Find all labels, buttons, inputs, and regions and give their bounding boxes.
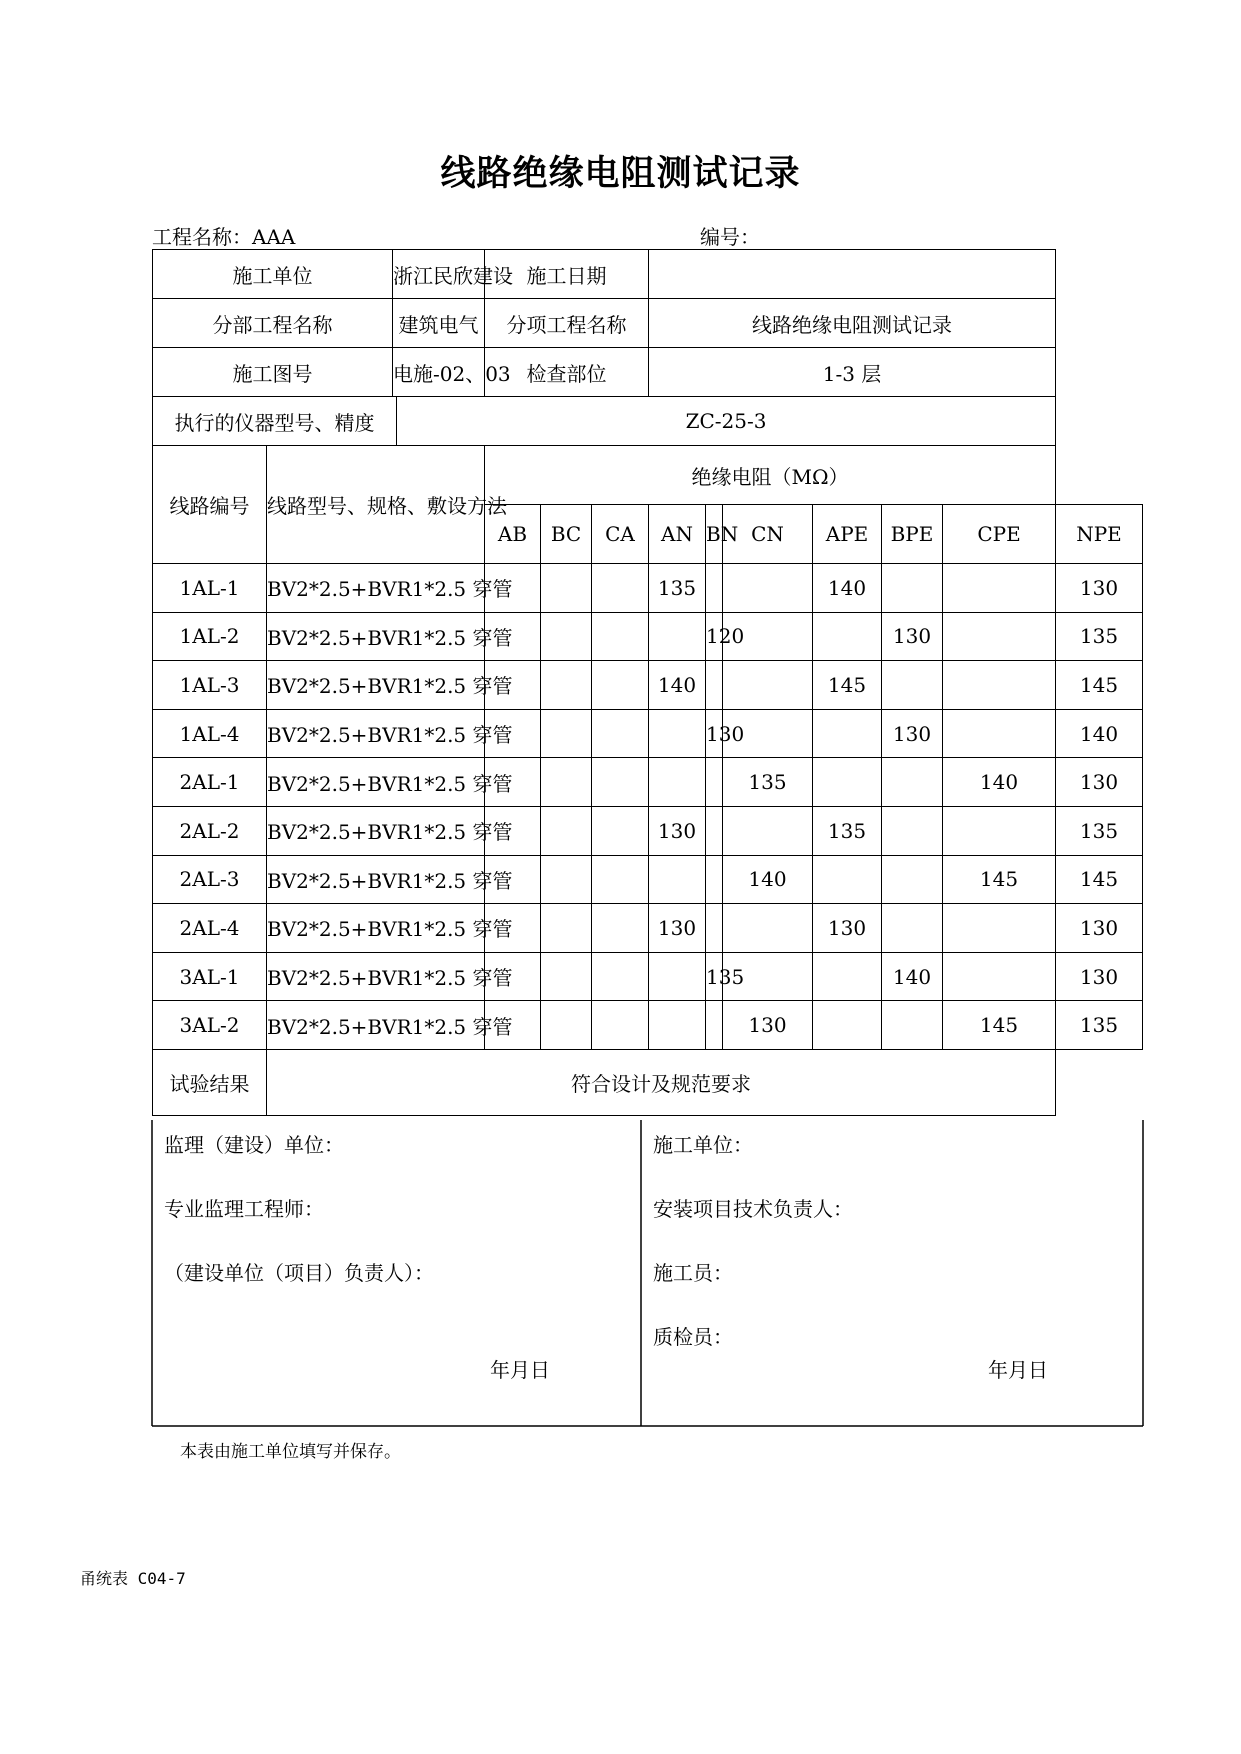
column-header: BC <box>541 505 592 564</box>
info-row-2 <box>153 299 1143 348</box>
location-value: 1-3 层 <box>649 348 1056 397</box>
inspector-label: 质检员： <box>653 1325 733 1349</box>
resistance-cell: 130 <box>649 806 706 855</box>
resistance-cell <box>882 806 943 855</box>
resistance-cell: 130 <box>1056 564 1143 613</box>
resistance-cell <box>541 709 592 758</box>
resistance-cell <box>592 709 649 758</box>
column-header: CN <box>723 505 813 564</box>
circuit-id: 2AL-3 <box>153 855 267 904</box>
spec-header: 线路型号、规格、敷设方法 <box>267 446 485 564</box>
table-row <box>153 855 1143 904</box>
resistance-cell <box>541 952 592 1001</box>
resistance-cell <box>706 1001 723 1050</box>
circuit-id: 1AL-2 <box>153 612 267 661</box>
resistance-cell <box>541 806 592 855</box>
construction-signature-block <box>641 1122 1143 1426</box>
result-value: 符合设计及规范要求 <box>267 1049 1056 1115</box>
resistance-cell: 130 <box>706 709 723 758</box>
builder-label: 施工员： <box>653 1261 733 1285</box>
resistance-cell <box>541 612 592 661</box>
drawing-label: 施工图号 <box>153 348 393 397</box>
column-header: AN <box>649 505 706 564</box>
resistance-cell <box>592 855 649 904</box>
resistance-cell <box>943 709 1056 758</box>
resistance-cell <box>592 758 649 807</box>
resistance-cell: 130 <box>882 612 943 661</box>
resistance-cell <box>592 661 649 710</box>
resistance-cell <box>592 904 649 953</box>
resistance-cell <box>882 758 943 807</box>
resistance-header: 绝缘电阻（MΩ） <box>485 446 1056 505</box>
resistance-cell <box>943 806 1056 855</box>
result-label: 试验结果 <box>153 1049 267 1115</box>
resistance-cell: 135 <box>723 758 813 807</box>
circuit-spec: BV2*2.5+BVR1*2.5 穿管 <box>267 855 485 904</box>
resistance-cell <box>813 855 882 904</box>
resistance-cell: 120 <box>706 612 723 661</box>
resistance-cell <box>592 564 649 613</box>
column-header: APE <box>813 505 882 564</box>
resistance-cell <box>943 564 1056 613</box>
owner-representative-label: （建设单位（项目）负责人）： <box>164 1261 434 1285</box>
circuit-id: 1AL-4 <box>153 709 267 758</box>
code-label: 编号： <box>700 225 760 249</box>
resistance-cell <box>541 904 592 953</box>
resistance-cell <box>943 612 1056 661</box>
resistance-cell: 140 <box>649 661 706 710</box>
resistance-cell <box>882 1001 943 1050</box>
header-row-1 <box>153 446 1143 505</box>
column-header: AB <box>485 505 541 564</box>
resistance-cell: 145 <box>943 855 1056 904</box>
resistance-cell: 130 <box>813 904 882 953</box>
tech-lead-label: 安装项目技术负责人： <box>653 1197 853 1221</box>
resistance-cell: 130 <box>1056 952 1143 1001</box>
resistance-cell <box>723 806 813 855</box>
subitem-value: 线路绝缘电阻测试记录 <box>649 299 1056 348</box>
resistance-cell <box>943 904 1056 953</box>
circuit-id: 3AL-2 <box>153 1001 267 1050</box>
resistance-cell <box>649 758 706 807</box>
circuit-spec: BV2*2.5+BVR1*2.5 穿管 <box>267 612 485 661</box>
resistance-cell: 140 <box>943 758 1056 807</box>
circuit-spec: BV2*2.5+BVR1*2.5 穿管 <box>267 709 485 758</box>
resistance-cell <box>541 564 592 613</box>
circuit-spec: BV2*2.5+BVR1*2.5 穿管 <box>267 952 485 1001</box>
circuit-id: 3AL-1 <box>153 952 267 1001</box>
table-row <box>153 564 1143 613</box>
resistance-cell: 145 <box>813 661 882 710</box>
division-label: 分部工程名称 <box>153 299 393 348</box>
resistance-cell <box>813 1001 882 1050</box>
column-header: CPE <box>943 505 1056 564</box>
resistance-cell <box>813 709 882 758</box>
resistance-cell <box>706 661 723 710</box>
resistance-cell: 145 <box>943 1001 1056 1050</box>
resistance-cell: 130 <box>723 1001 813 1050</box>
resistance-cell <box>649 1001 706 1050</box>
page-title: 线路绝缘电阻测试记录 <box>440 153 801 194</box>
resistance-cell: 140 <box>723 855 813 904</box>
resistance-cell <box>943 952 1056 1001</box>
resistance-cell <box>943 661 1056 710</box>
resistance-cell <box>649 709 706 758</box>
construction-date-label: 施工日期 <box>485 250 649 299</box>
table-row <box>153 661 1143 710</box>
subitem-label: 分项工程名称 <box>485 299 649 348</box>
construction-unit-value: 浙江民欣建设 <box>393 250 485 299</box>
resistance-cell <box>541 855 592 904</box>
table-row <box>153 612 1143 661</box>
resistance-cell: 135 <box>706 952 723 1001</box>
resistance-cell: 130 <box>882 709 943 758</box>
column-header: BN <box>706 505 723 564</box>
resistance-cell: 140 <box>813 564 882 613</box>
resistance-cell <box>541 1001 592 1050</box>
resistance-cell: 135 <box>1056 806 1143 855</box>
result-row <box>153 1049 1143 1115</box>
resistance-cell: 135 <box>1056 1001 1143 1050</box>
instrument-label: 执行的仪器型号、精度 <box>153 397 397 446</box>
resistance-cell <box>723 564 813 613</box>
circuit-spec: BV2*2.5+BVR1*2.5 穿管 <box>267 806 485 855</box>
resistance-cell <box>723 661 813 710</box>
resistance-cell <box>882 855 943 904</box>
resistance-cell: 145 <box>1056 661 1143 710</box>
project-name-label: 工程名称：AAA <box>152 225 296 249</box>
resistance-cell: 135 <box>1056 612 1143 661</box>
column-header: BPE <box>882 505 943 564</box>
circuit-id: 1AL-1 <box>153 564 267 613</box>
construction-unit-sign-label: 施工单位： <box>653 1133 753 1157</box>
resistance-cell <box>706 806 723 855</box>
resistance-cell <box>882 564 943 613</box>
resistance-cell: 130 <box>1056 904 1143 953</box>
column-header: CA <box>592 505 649 564</box>
supervision-date-label: 年月日 <box>490 1358 550 1382</box>
supervision-unit-label: 监理（建设）单位： <box>164 1133 344 1157</box>
drawing-value: 电施-02、03 <box>393 348 485 397</box>
resistance-cell <box>706 904 723 953</box>
table-row <box>153 709 1143 758</box>
resistance-cell <box>592 952 649 1001</box>
resistance-cell: 140 <box>882 952 943 1001</box>
resistance-cell <box>813 758 882 807</box>
circuit-spec: BV2*2.5+BVR1*2.5 穿管 <box>267 661 485 710</box>
resistance-cell <box>649 855 706 904</box>
table-row <box>153 952 1143 1001</box>
resistance-cell <box>592 806 649 855</box>
resistance-cell: 135 <box>813 806 882 855</box>
circuit-spec: BV2*2.5+BVR1*2.5 穿管 <box>267 1001 485 1050</box>
circuit-id: 1AL-3 <box>153 661 267 710</box>
table-row <box>153 758 1143 807</box>
construction-unit-label: 施工单位 <box>153 250 393 299</box>
info-row-4 <box>153 397 1143 446</box>
construction-date-sign-label: 年月日 <box>988 1358 1048 1382</box>
circuit-spec: BV2*2.5+BVR1*2.5 穿管 <box>267 564 485 613</box>
resistance-cell <box>706 855 723 904</box>
instrument-value: ZC-25-3 <box>397 397 1056 446</box>
circuit-id: 2AL-4 <box>153 904 267 953</box>
resistance-cell <box>882 661 943 710</box>
table-row <box>153 1001 1143 1050</box>
resistance-cell: 130 <box>649 904 706 953</box>
column-header: NPE <box>1056 505 1143 564</box>
resistance-cell <box>813 612 882 661</box>
resistance-cell: 140 <box>1056 709 1143 758</box>
resistance-cell <box>649 612 706 661</box>
circuit-header: 线路编号 <box>153 446 267 564</box>
resistance-cell <box>813 952 882 1001</box>
resistance-cell <box>592 1001 649 1050</box>
resistance-cell: 130 <box>1056 758 1143 807</box>
resistance-cell <box>541 661 592 710</box>
table-row <box>153 904 1143 953</box>
table-row <box>153 806 1143 855</box>
resistance-cell <box>649 952 706 1001</box>
circuit-id: 2AL-1 <box>153 758 267 807</box>
division-value: 建筑电气 <box>393 299 485 348</box>
supervision-signature-block <box>152 1122 641 1426</box>
resistance-cell <box>706 758 723 807</box>
resistance-cell: 145 <box>1056 855 1143 904</box>
info-row-1 <box>153 250 1143 299</box>
footer-note: 本表由施工单位填写并保存。 <box>180 1442 401 1462</box>
resistance-cell <box>541 758 592 807</box>
location-label: 检查部位 <box>485 348 649 397</box>
form-number: 甬统表 C04-7 <box>80 1569 186 1588</box>
test-record-table <box>152 249 1143 1116</box>
circuit-spec: BV2*2.5+BVR1*2.5 穿管 <box>267 904 485 953</box>
circuit-spec: BV2*2.5+BVR1*2.5 穿管 <box>267 758 485 807</box>
info-row-3 <box>153 348 1143 397</box>
circuit-id: 2AL-2 <box>153 806 267 855</box>
supervision-engineer-label: 专业监理工程师： <box>164 1197 324 1221</box>
resistance-cell <box>706 564 723 613</box>
resistance-cell <box>592 612 649 661</box>
resistance-cell <box>723 904 813 953</box>
construction-date-value <box>649 250 1056 299</box>
resistance-cell <box>882 904 943 953</box>
resistance-cell: 135 <box>649 564 706 613</box>
